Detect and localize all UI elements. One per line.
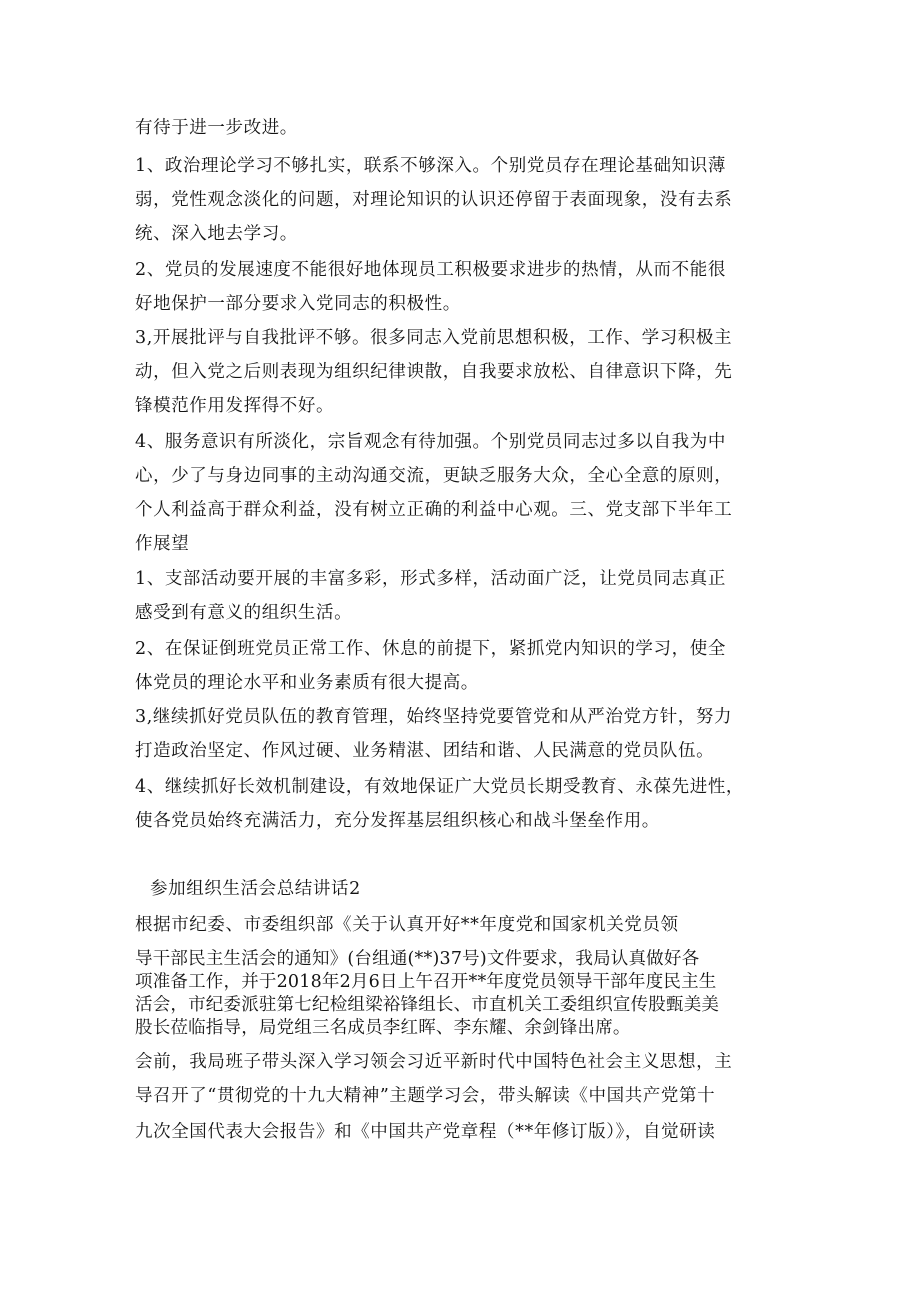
body-text-line: 1、支部活动要开展的丰富多彩，形式多样，活动面广泛，让党员同志真正 [135,569,726,589]
body-text-line: 九次全国代表大会报告》和《中国共产党章程（**年修订版）》，自觉研读 [135,1122,716,1142]
body-text-line: 好地保护一部分要求入党同志的积极性。 [135,294,461,314]
body-text-line: 项准备工作，并于2018年2月6日上午召开**年度党员领导干部年度民主生 [135,972,717,992]
body-text-line: 3,开展批评与自我批评不够。很多同志入党前思想积极，工作、学习积极主 [135,328,733,348]
body-text-line: 4、继续抓好长效机制建设，有效地保证广大党员长期受教育、永葆先进性， [135,777,745,797]
body-text-line: 个人利益高于群众利益，没有树立正确的利益中心观。三、党支部下半年工 [135,500,733,520]
body-text-line: 根据市纪委、市委组织部《关于认真开好**年度党和国家机关党员领 [135,915,679,935]
body-text-line: 弱，党性观念淡化的问题，对理论知识的认识还停留于表面现象，没有去系 [135,190,733,210]
body-text-line: 导召开了“贯彻党的十九大精神”主题学习会，带头解读《中国共产党第十 [135,1086,716,1106]
body-text-line: 作展望 [135,534,190,554]
body-text-line: 2、党员的发展速度不能很好地体现员工积极要求进步的热情，从而不能很 [135,260,726,280]
body-text-line: 感受到有意义的组织生活。 [135,603,353,623]
body-text-line: 2、在保证倒班党员正常工作、休息的前提下，紧抓党内知识的学习，使全 [135,639,726,659]
body-text-line: 使各党员始终充满活力，充分发挥基层组织核心和战斗堡垒作用。 [135,811,660,831]
body-text-line: 股长莅临指导，局党组三名成员李红晖、李东耀、余剑锋出席。 [135,1018,631,1038]
body-text-line: 导干部民主生活会的通知》(台组通(**)37号)文件要求，我局认真做好各 [135,949,700,969]
body-text-line: 4、服务意识有所淡化，宗旨观念有待加强。个别党员同志过多以自我为中 [135,432,726,452]
body-text-line: 心，少了与身边同事的主动沟通交流，更缺乏服务大众，全心全意的原则， [135,466,733,486]
body-text-line: 会前，我局班子带头深入学习领会习近平新时代中国特色社会主义思想，主 [135,1052,733,1072]
section-heading: 参加组织生活会总结讲话2 [150,879,361,899]
body-text-line: 有待于进一步改进。 [135,118,298,138]
body-text-line: 锋模范作用发挥得不好。 [135,396,335,416]
body-text-line: 1、政治理论学习不够扎实，联系不够深入。个别党员存在理论基础知识薄 [135,156,726,176]
body-text-line: 活会，市纪委派驻第七纪检组梁裕锋组长、市直机关工委组织宣传股甄美美 [135,995,720,1015]
body-text-line: 动，但入党之后则表现为组织纪律谀散，自我要求放松、自律意识下降，先 [135,362,733,382]
body-text-line: 3,继续抓好党员队伍的教育管理，始终坚持党要管党和从严治党方针，努力 [135,707,733,727]
body-text-line: 统、深入地去学习。 [135,224,298,244]
body-text-line: 体党员的理论水平和业务素质有很大提高。 [135,673,479,693]
body-text-line: 打造政治坚定、作风过硬、业务精湛、团结和谐、人民满意的党员队伍。 [135,741,715,761]
